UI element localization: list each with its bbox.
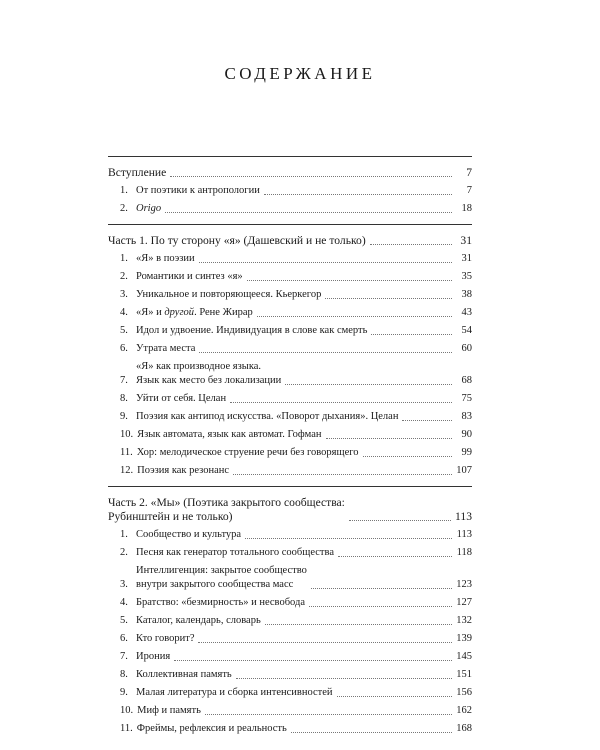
toc-entry[interactable] <box>108 302 472 320</box>
entry-number: 11. <box>120 447 133 458</box>
entry-number: 7. <box>120 375 128 386</box>
entry-title: Кто говорит? <box>136 633 195 644</box>
toc-entry[interactable] <box>108 628 472 646</box>
toc-entry[interactable] <box>108 664 472 682</box>
page-number: 168 <box>456 723 472 734</box>
entry-number: 3. <box>120 289 128 300</box>
toc-entry[interactable] <box>108 248 472 266</box>
entry-title: Миф и память <box>137 705 201 716</box>
toc-entry[interactable] <box>108 592 472 610</box>
entry-number: 6. <box>120 343 128 354</box>
toc-section <box>108 224 472 478</box>
page-number: 113 <box>456 529 472 540</box>
entry-number: 7. <box>120 651 128 662</box>
page-number: 7 <box>466 185 472 196</box>
page-number: 75 <box>461 393 472 404</box>
entry-title: Каталог, календарь, словарь <box>136 615 261 626</box>
entry-number: 1. <box>120 253 128 264</box>
toc-entry[interactable] <box>108 284 472 302</box>
dot-leader <box>205 704 452 715</box>
toc-entry[interactable] <box>108 180 472 198</box>
dot-leader <box>247 270 452 281</box>
page-number: 54 <box>461 325 472 336</box>
section-heading[interactable] <box>108 230 472 248</box>
entry-number: 9. <box>120 411 128 422</box>
dot-leader <box>257 306 452 317</box>
toc-entry[interactable] <box>108 198 472 216</box>
section-heading-text: Вступление <box>108 166 167 179</box>
toc-entry[interactable] <box>108 646 472 664</box>
page-number: 139 <box>456 633 472 644</box>
dot-leader <box>199 342 452 353</box>
entry-title: «Я» в поэзии <box>136 253 195 264</box>
page-title: СОДЕРЖАНИЕ <box>224 64 376 83</box>
page-number: 118 <box>456 547 472 558</box>
dot-leader <box>371 324 452 335</box>
dot-leader <box>285 374 452 385</box>
page-number: 31 <box>461 253 472 264</box>
entry-title: Поэзия как резонанс <box>137 465 230 476</box>
entry-number: 2. <box>120 547 128 558</box>
entry-number: 8. <box>120 669 128 680</box>
dot-leader <box>338 546 452 557</box>
page-number: 107 <box>456 465 472 476</box>
dot-leader <box>363 446 452 457</box>
entry-number: 2. <box>120 203 128 214</box>
page-number: 31 <box>460 234 472 247</box>
dot-leader <box>236 668 452 679</box>
dot-leader <box>264 184 452 195</box>
entry-title: Язык автомата, язык как автомат. Гофман <box>137 429 322 440</box>
page-number: 151 <box>456 669 472 680</box>
entry-number: 10. <box>120 429 134 440</box>
entry-number: 4. <box>120 307 128 318</box>
page-number: 18 <box>461 203 472 214</box>
entry-number: 4. <box>120 597 128 608</box>
entry-title: Уникальное и повторяющееся. Кьеркегор <box>136 289 322 300</box>
toc-entry[interactable] <box>108 406 472 424</box>
page-number: 68 <box>461 375 472 386</box>
page-number: 35 <box>461 271 472 282</box>
page-number: 90 <box>461 429 472 440</box>
entry-title: Малая литература и сборка интенсивностей <box>136 687 333 698</box>
entry-title: Интеллигенция: закрытое сообщество внутри закрытого сообщества масс <box>136 565 307 590</box>
page-number: 7 <box>466 166 472 179</box>
toc-entry[interactable] <box>108 460 472 478</box>
toc-entry[interactable] <box>108 682 472 700</box>
section-heading-text: Часть 2. «Мы» (Поэтика закрытого сообщества: Рубинштейн и не только) <box>108 496 345 523</box>
page-number: 127 <box>456 597 472 608</box>
dot-leader <box>199 252 452 263</box>
dot-leader <box>309 596 452 607</box>
entry-title: Утрата места <box>136 343 196 354</box>
toc-entry[interactable] <box>108 424 472 442</box>
dot-leader <box>198 632 452 643</box>
entry-title: Origo <box>136 203 162 214</box>
dot-leader <box>326 428 452 439</box>
toc-section <box>108 156 472 216</box>
page-number: 60 <box>461 343 472 354</box>
entry-number: 5. <box>120 615 128 626</box>
dot-leader <box>174 650 452 661</box>
toc-entry[interactable] <box>108 560 472 592</box>
page-number: 38 <box>461 289 472 300</box>
entry-title: Ирония <box>136 651 171 662</box>
toc-entry[interactable] <box>108 320 472 338</box>
entry-title: «Я» как производное языка. Язык как место без локализации <box>136 361 282 386</box>
entry-number: 5. <box>120 325 128 336</box>
entry-title: Коллективная память <box>136 669 232 680</box>
entry-number: 10. <box>120 705 134 716</box>
page-number: 132 <box>456 615 472 626</box>
dot-leader <box>230 392 452 403</box>
page-number: 113 <box>455 510 472 523</box>
entry-title: Хор: мелодическое струение речи без говорящего <box>136 447 359 458</box>
section-divider <box>108 156 472 157</box>
section-divider <box>108 224 472 225</box>
dot-leader <box>370 234 452 245</box>
page-number: 156 <box>456 687 472 698</box>
entry-title: Сообщество и культура <box>136 529 242 540</box>
dot-leader <box>265 614 452 625</box>
toc-section <box>108 486 472 736</box>
dot-leader <box>325 288 452 299</box>
entry-number: 1. <box>120 185 128 196</box>
toc-entry[interactable] <box>108 442 472 460</box>
section-divider <box>108 486 472 487</box>
table-of-contents <box>108 156 472 744</box>
toc-entry[interactable] <box>108 338 472 356</box>
toc-entry[interactable] <box>108 356 472 388</box>
dot-leader <box>291 722 452 733</box>
entry-number: 2. <box>120 271 128 282</box>
dot-leader <box>337 686 452 697</box>
dot-leader <box>311 578 452 589</box>
page-number: 123 <box>456 579 472 590</box>
entry-title: «Я» и другой. Рене Жирар <box>136 307 253 318</box>
entry-number: 1. <box>120 529 128 540</box>
section-heading[interactable] <box>108 492 472 524</box>
page-number: 83 <box>461 411 472 422</box>
toc-entry[interactable] <box>108 700 472 718</box>
entry-number: 6. <box>120 633 128 644</box>
dot-leader <box>170 166 452 177</box>
entry-title: Поэзия как антипод искусства. «Поворот дыхания». Целан <box>136 411 399 422</box>
entry-number: 12. <box>120 465 134 476</box>
page-number: 162 <box>456 705 472 716</box>
entry-title: Братство: «безмирность» и несвобода <box>136 597 305 608</box>
page-number: 43 <box>461 307 472 318</box>
dot-leader <box>165 202 452 213</box>
page-number: 99 <box>461 447 472 458</box>
toc-entry[interactable] <box>108 610 472 628</box>
toc-entry[interactable] <box>108 524 472 542</box>
page-number: 145 <box>456 651 472 662</box>
entry-number: 9. <box>120 687 128 698</box>
entry-title: От поэтики к антропологии <box>136 185 260 196</box>
toc-entry[interactable] <box>108 388 472 406</box>
section-heading[interactable] <box>108 162 472 180</box>
entry-title: Песня как генератор тотального сообщества <box>136 547 334 558</box>
entry-title: Фреймы, рефлексия и реальность <box>136 723 287 734</box>
entry-title: Идол и удвоение. Индивидуация в слове как смерть <box>136 325 368 336</box>
entry-title: Уйти от себя. Целан <box>136 393 227 404</box>
entry-number: 11. <box>120 723 133 734</box>
section-heading-text: Часть 1. По ту сторону «я» (Дашевский и не только) <box>108 234 366 247</box>
toc-entry[interactable] <box>108 718 472 736</box>
dot-leader <box>402 410 452 421</box>
dot-leader <box>233 464 452 475</box>
toc-entry[interactable] <box>108 542 472 560</box>
toc-entry[interactable] <box>108 266 472 284</box>
dot-leader <box>349 510 451 521</box>
entry-number: 8. <box>120 393 128 404</box>
dot-leader <box>245 528 452 539</box>
entry-title: Романтики и синтез «я» <box>136 271 243 282</box>
entry-number: 3. <box>120 579 128 590</box>
